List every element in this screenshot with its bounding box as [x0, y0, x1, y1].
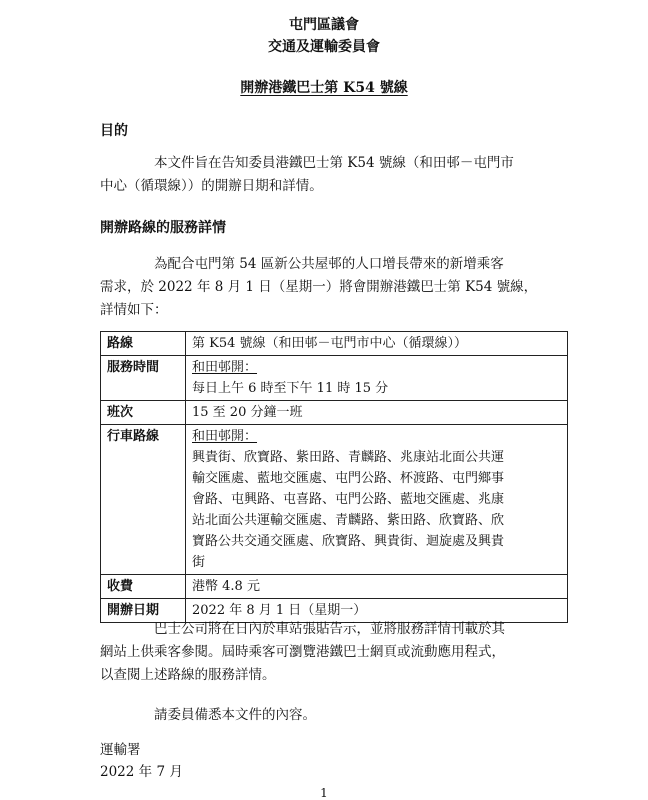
document-title-text: 開辦港鐵巴士第 K54 號線: [240, 80, 408, 96]
routing-line: 輸交匯處、藍地交匯處、屯門公路、杯渡路、屯門鄉事: [192, 471, 505, 486]
signature-block: [100, 739, 183, 783]
request-paragraph: [100, 704, 570, 727]
fare: 港幣 4.8 元: [192, 579, 260, 594]
council-name: 屯門區議會: [289, 17, 359, 33]
table-row: [101, 575, 568, 599]
table-row: [101, 356, 568, 401]
routing-line: 站北面公共運輸交匯處、青麟路、紫田路、欣寶路、欣: [192, 513, 505, 528]
row-label: 收費: [101, 575, 186, 599]
table-row: [101, 425, 568, 575]
row-label: 班次: [101, 401, 186, 425]
table-row: [101, 401, 568, 425]
purpose-paragraph: [100, 152, 570, 198]
row-value: [186, 332, 568, 356]
routing-line: 寶路公共交通交匯處、欣寶路、興貴街、迴旋處及興貴: [192, 534, 505, 549]
route-name: 第 K54 號線（和田邨－屯門市中心（循環線））: [192, 336, 468, 351]
routing-line: 街: [192, 555, 206, 570]
intro-line: 需求，於 2022 年 8 月 1 日（星期一）將會開辦港鐵巴士第 K54 號線，: [100, 279, 538, 295]
intro-line: 為配合屯門第 54 區新公共屋邨的人口增長帶來的新增乘客: [154, 256, 504, 272]
commencement-date: 2022 年 8 月 1 日（星期一）: [192, 603, 367, 618]
service-heading: 開辦路線的服務詳情: [100, 220, 226, 236]
purpose-heading: 目的: [100, 123, 128, 139]
notice-line: 巴士公司將在日內於車站張貼告示，並將服務詳情刊載於其: [154, 621, 505, 637]
notice-paragraph: [100, 618, 570, 687]
notice-line: 以查閱上述路線的服務詳情。: [100, 667, 276, 683]
direction-label: 和田邨開：: [192, 360, 258, 375]
notice-line: 網站上供乘客參閱。屆時乘客可瀏覽港鐵巴士網頁或流動應用程式，: [100, 644, 505, 660]
row-label: 行車路線: [101, 425, 186, 575]
service-hours: 每日上午 6 時至下午 11 時 15 分: [192, 381, 389, 396]
direction-label: 和田邨開：: [192, 429, 258, 444]
row-label: 服務時間: [101, 356, 186, 401]
table-row: [101, 332, 568, 356]
row-label: 路線: [101, 332, 186, 356]
routing-line: 興貴街、欣寶路、紫田路、青麟路、兆康站北面公共運: [192, 450, 505, 465]
request-line: 請委員備悉本文件的內容。: [154, 707, 316, 723]
row-value: [186, 401, 568, 425]
service-intro-paragraph: [100, 253, 570, 322]
row-label: 開辦日期: [101, 599, 186, 623]
route-details-table: [100, 331, 568, 623]
row-value: [186, 356, 568, 401]
purpose-line: 中心（循環線））的開辦日期和詳情。: [100, 178, 323, 194]
department-name: 運輸署: [100, 742, 141, 758]
document-title: [0, 77, 648, 97]
signature-date: 2022 年 7 月: [100, 764, 183, 780]
row-value: [186, 575, 568, 599]
page-number: 1: [320, 786, 328, 800]
row-value: [186, 425, 568, 575]
purpose-line: 本文件旨在告知委員港鐵巴士第 K54 號線（和田邨－屯門市: [154, 155, 514, 171]
frequency: 15 至 20 分鐘一班: [192, 405, 303, 420]
intro-line: 詳情如下：: [100, 302, 168, 318]
committee-name: 交通及運輸委員會: [268, 39, 380, 55]
routing-line: 會路、屯興路、屯喜路、屯門公路、藍地交匯處、兆康: [192, 492, 505, 507]
